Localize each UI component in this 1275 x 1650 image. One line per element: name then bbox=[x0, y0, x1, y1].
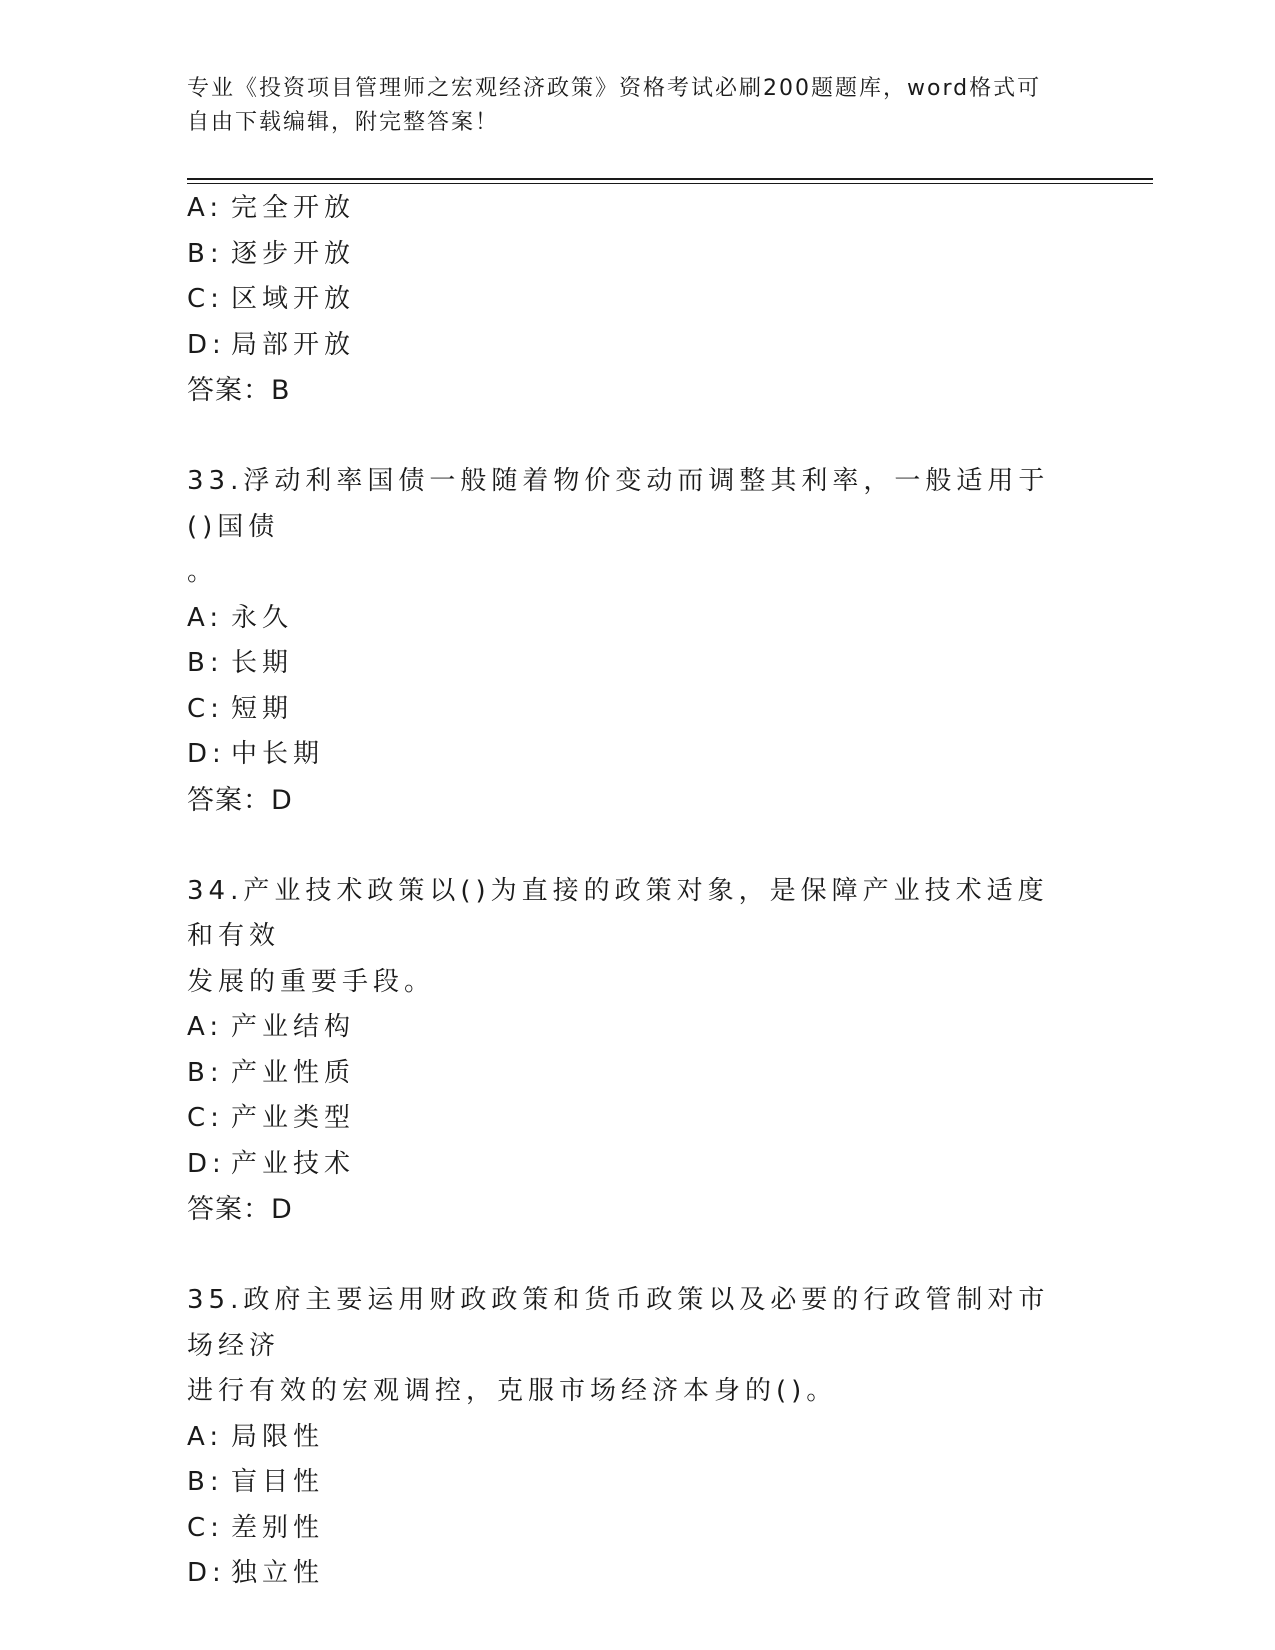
option-a bbox=[187, 1005, 1087, 1051]
option-text: 产业结构 bbox=[231, 1012, 356, 1042]
header-divider-thin bbox=[187, 183, 1153, 184]
option-key: B: bbox=[187, 1057, 224, 1088]
option-d bbox=[187, 1551, 1087, 1597]
option-c bbox=[187, 1096, 1087, 1142]
question-34 bbox=[187, 869, 1087, 1233]
spacer bbox=[187, 1233, 1087, 1279]
option-key: D: bbox=[187, 1558, 226, 1588]
option-text: 完全开放 bbox=[231, 193, 356, 223]
header-line-1: 专业《投资项目管理师之宏观经济政策》资格考试必刷200题题库，word格式可 bbox=[187, 76, 1042, 101]
option-key: B: bbox=[187, 1467, 224, 1497]
option-key: A: bbox=[187, 602, 224, 633]
answer-line: 答案：B bbox=[187, 375, 291, 406]
option-a bbox=[187, 1415, 1087, 1461]
option-key: C: bbox=[187, 1103, 224, 1133]
option-key: D: bbox=[187, 329, 226, 360]
option-text: 局限性 bbox=[231, 1421, 325, 1452]
option-key: A: bbox=[187, 193, 224, 223]
question-33 bbox=[187, 459, 1087, 823]
option-b bbox=[187, 1051, 1087, 1097]
option-a bbox=[187, 596, 1087, 642]
spacer bbox=[187, 414, 1087, 460]
option-d bbox=[187, 323, 1087, 369]
stem-line-1: 34.产业技术政策以()为直接的政策对象，是保障产业技术适度和有效 bbox=[187, 875, 1049, 951]
option-key: C: bbox=[187, 284, 224, 314]
option-c bbox=[187, 277, 1087, 323]
option-d bbox=[187, 1142, 1087, 1188]
option-key: B: bbox=[187, 238, 224, 269]
option-b bbox=[187, 641, 1087, 687]
question-stem bbox=[187, 459, 1067, 596]
option-text: 局部开放 bbox=[231, 329, 356, 360]
question-list bbox=[187, 186, 1087, 1597]
option-text: 产业技术 bbox=[231, 1148, 356, 1179]
stem-line-2: 发展的重要手段。 bbox=[187, 966, 436, 997]
option-key: B: bbox=[187, 648, 224, 678]
option-d bbox=[187, 732, 1087, 778]
option-key: C: bbox=[187, 1512, 224, 1543]
stem-line-2: 。 bbox=[187, 557, 219, 587]
question-stem bbox=[187, 1278, 1067, 1415]
option-c bbox=[187, 1506, 1087, 1552]
stem-line-1: 35.政府主要运用财政政策和货币政策以及必要的行政管制对市场经济 bbox=[187, 1285, 1050, 1361]
question-35 bbox=[187, 1278, 1087, 1597]
option-text: 产业类型 bbox=[231, 1103, 356, 1133]
option-b bbox=[187, 232, 1087, 278]
stem-line-1: 33.浮动利率国债一般随着物价变动而调整其利率，一般适用于()国债 bbox=[187, 466, 1050, 542]
option-text: 长期 bbox=[231, 648, 294, 678]
option-text: 区域开放 bbox=[231, 284, 356, 314]
option-key: C: bbox=[187, 693, 224, 724]
option-text: 产业性质 bbox=[231, 1057, 356, 1088]
answer-line: 答案：D bbox=[187, 784, 293, 816]
option-text: 逐步开放 bbox=[231, 238, 356, 269]
header-divider-thick bbox=[187, 178, 1153, 180]
option-b bbox=[187, 1460, 1087, 1506]
option-c bbox=[187, 687, 1087, 733]
option-text: 独立性 bbox=[231, 1558, 325, 1588]
option-text: 永久 bbox=[231, 602, 294, 633]
header-line-2: 自由下载编辑，附完整答案！ bbox=[187, 110, 500, 135]
question-stem bbox=[187, 869, 1067, 1006]
spacer bbox=[187, 823, 1087, 869]
document-header bbox=[187, 72, 1067, 140]
option-text: 差别性 bbox=[231, 1512, 325, 1543]
option-a bbox=[187, 186, 1087, 232]
answer-line: 答案：D bbox=[187, 1194, 293, 1225]
option-key: A: bbox=[187, 1421, 224, 1452]
option-text: 中长期 bbox=[231, 739, 325, 769]
option-text: 盲目性 bbox=[231, 1467, 325, 1497]
option-key: D: bbox=[187, 739, 226, 769]
stem-line-2: 进行有效的宏观调控，克服市场经济本身的()。 bbox=[187, 1376, 838, 1406]
option-key: D: bbox=[187, 1148, 226, 1179]
option-text: 短期 bbox=[231, 693, 294, 724]
option-key: A: bbox=[187, 1012, 224, 1042]
question-32 bbox=[187, 186, 1087, 414]
